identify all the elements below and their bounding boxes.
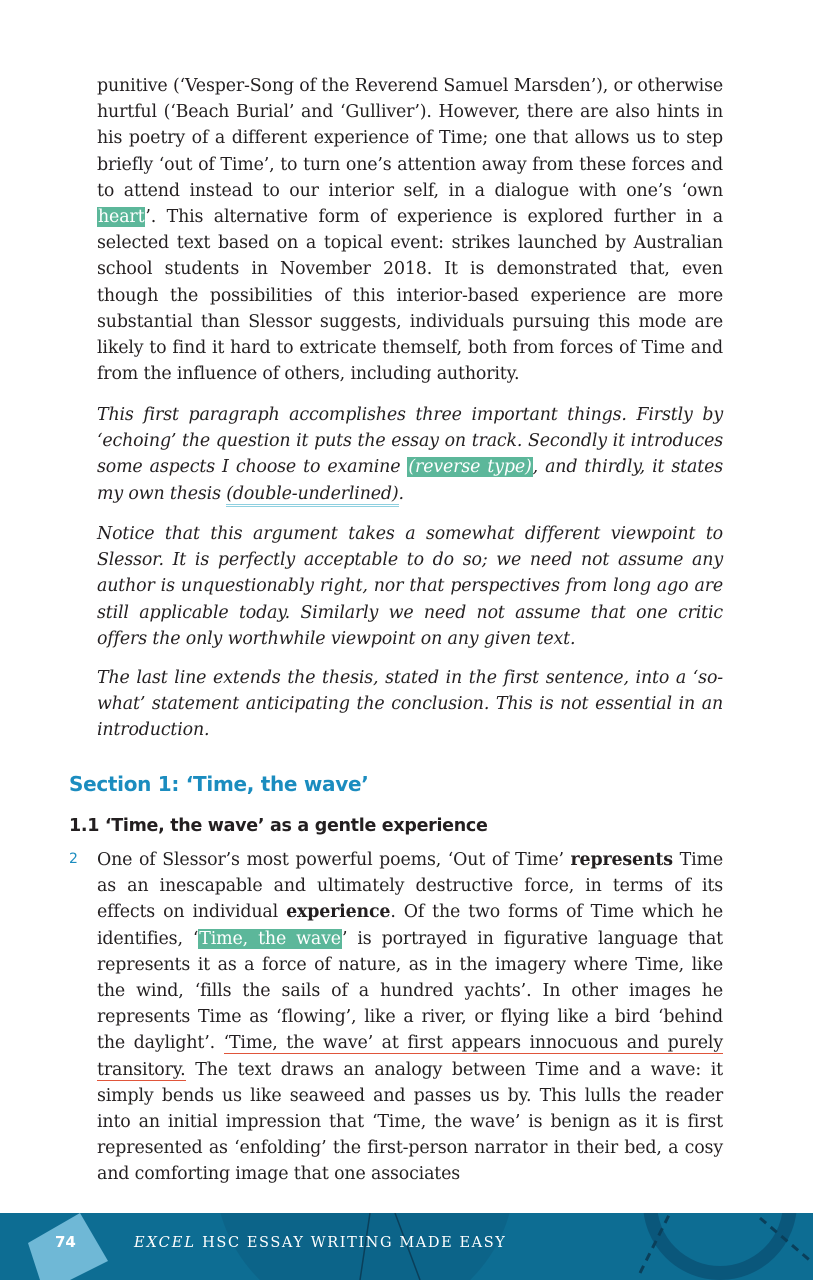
text: . bbox=[398, 483, 404, 504]
text: The text draws an analogy between Time and a wave: it simply bends us like seaweed and passes us by. This lulls the reader into an initial impression that ‘Time, the wave’ is benign as it is first represented as ‘enfolding’ the first-person narrator in their bed, a cosy and comforting image that one associates bbox=[97, 1059, 723, 1185]
highlighted-phrase: (reverse type) bbox=[408, 457, 532, 478]
body-paragraph-1 bbox=[97, 73, 723, 387]
subheading: 1.1 ‘Time, the wave’ as a gentle experience bbox=[69, 816, 488, 836]
brand: EXCEL bbox=[134, 1235, 196, 1251]
text: punitive (‘Vesper-Song of the Reverend Samuel Marsden’), or otherwise hurtful (‘Beach Burial’ and ‘Gulliver’). However, there are also hints in his poetry of a different experience of Time; one that allows us to step briefly ‘out of Time’, to turn one’s attention away from these forces and to attend instead to our interior self, in a dialogue with one’s ‘own bbox=[97, 76, 723, 201]
text: One of Slessor’s most powerful poems, ‘Out of Time’ bbox=[97, 850, 571, 870]
title-text: HSC ESSAY WRITING MADE EASY bbox=[195, 1235, 507, 1251]
text: This first paragraph accomplishes three important things. Firstly by ‘echoing’ the question it puts the essay on track. Secondly it introduces some aspects I choose to examine bbox=[97, 405, 723, 478]
bold-term: represents bbox=[570, 850, 673, 870]
commentary-2: Notice that this argument takes a somewhat different viewpoint to Slessor. It is perfectly acceptable to do so; we need not assume any author is unquestionably right, nor that perspectives from long ago are still applicable today. Similarly we need not assume that one critic offers the only worthwhile viewpoint on any given text. bbox=[97, 524, 723, 649]
text: Time as an inescapable and ultimately destructive force, in terms of its effects on individual bbox=[97, 850, 723, 923]
book-title bbox=[134, 1235, 506, 1251]
commentary-1 bbox=[97, 402, 723, 507]
text: , and thirdly, it states my own thesis bbox=[97, 457, 723, 504]
body-paragraph-2 bbox=[97, 847, 723, 1188]
commentary-3: The last line extends the thesis, stated in the first sentence, into a ‘so-what’ statement anticipating the conclusion. This is not essential in an introduction. bbox=[97, 668, 723, 741]
text: . Of the two forms of Time which he identifies, ‘ bbox=[97, 902, 723, 949]
section-heading: Section 1: ‘Time, the wave’ bbox=[69, 772, 369, 796]
footer-band bbox=[0, 1213, 813, 1280]
underlined-sentence: ‘Time, the wave’ at first appears innocuous and purely transitory. bbox=[97, 1033, 723, 1080]
text: ’. This alternative form of experience is explored further in a selected text based on a topical event: strikes launched by Australian school students in November 2018. It is demonstrated that, even though the possibilities of this interior-based experience are more substantial than Slessor suggests, individuals pursuing this mode are likely to find it hard to extricate themself, both from forces of Time and from the influence of others, including authority. bbox=[97, 207, 723, 385]
page-number: 74 bbox=[55, 1233, 76, 1251]
double-underlined-phrase: (double-underlined) bbox=[226, 484, 398, 507]
bold-term: experience bbox=[286, 902, 391, 923]
paragraph-number: 2 bbox=[69, 851, 78, 867]
highlighted-word: heart bbox=[98, 207, 145, 228]
highlighted-phrase: Time, the wave bbox=[199, 928, 341, 949]
text: ’ is portrayed in figurative language that represents it as a force of nature, as in the imagery where Time, like the wind, ‘fills the sails of a hundred yachts’. In other images he represents Time as ‘flowing’, like a river, or flying like a bird ‘behind the daylight’. bbox=[97, 928, 724, 1054]
